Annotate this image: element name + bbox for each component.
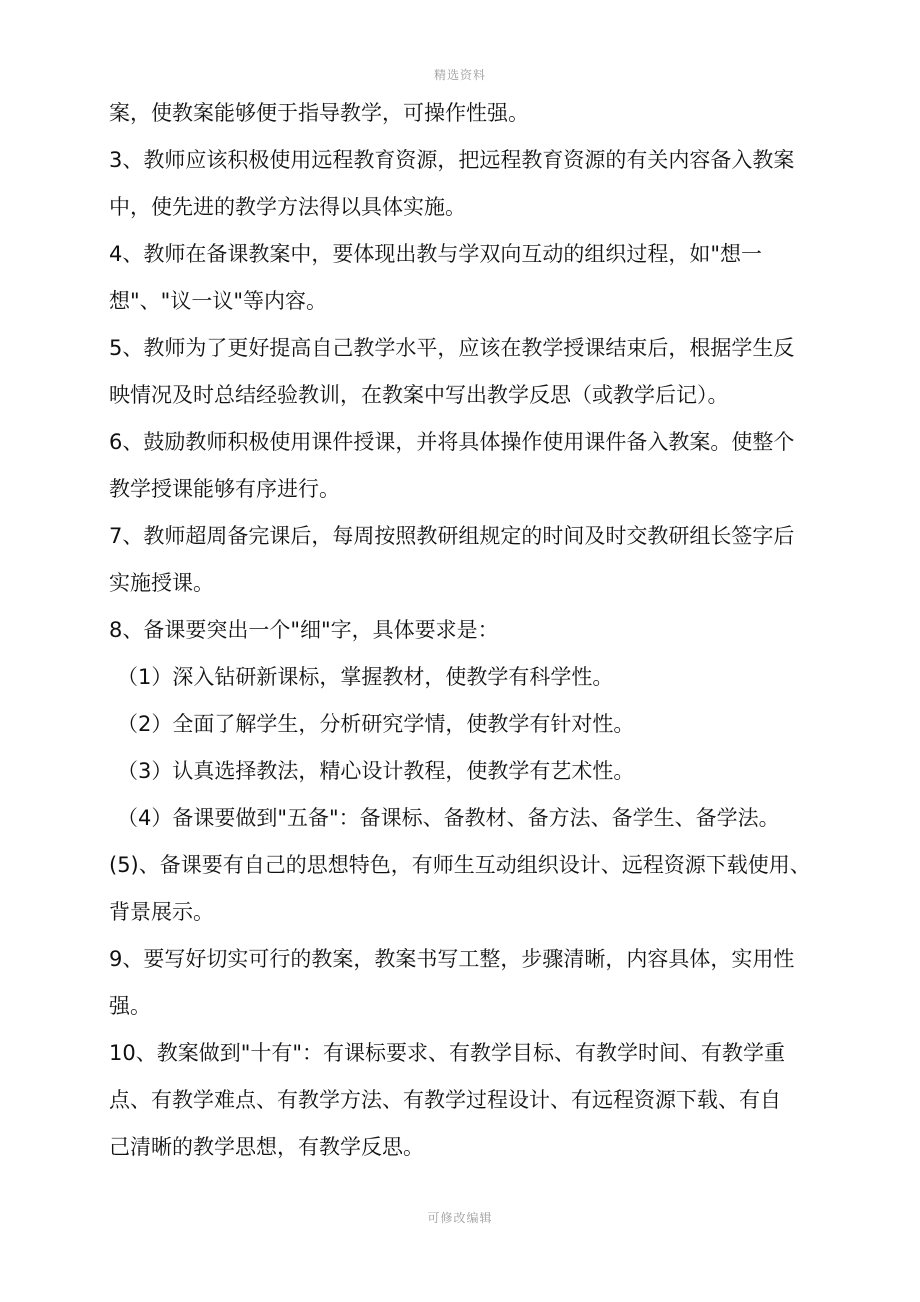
- text-line: （2）全面了解学生，分析研究学情，使教学有针对性。: [117, 712, 635, 736]
- text-line: 案，使教案能够便于指导教学，可操作性强。: [109, 101, 529, 125]
- text-line: (5)、备课要有自己的思想特色，有师生互动组织设计、远程资源下载使用、: [109, 853, 811, 877]
- text-line: 想"、"议一议"等内容。: [109, 289, 327, 313]
- text-line: 中，使先进的教学方法得以具体实施。: [109, 195, 466, 219]
- page-footer: 可修改编辑: [427, 1211, 493, 1225]
- text-line: 5、教师为了更好提高自己教学水平，应该在教学授课结束后，根据学生反: [109, 336, 795, 360]
- document-body: [109, 100, 821, 1181]
- text-line: 背景展示。: [109, 900, 214, 924]
- text-line: 映情况及时总结经验教训，在教案中写出教学反思（或教学后记）。: [109, 383, 729, 407]
- text-line: （4）备课要做到"五备"：备课标、备教材、备方法、备学生、备学法。: [117, 806, 780, 830]
- text-line: （1）深入钻研新课标，掌握教材，使教学有科学性。: [117, 665, 614, 689]
- text-line: 点、有教学难点、有教学方法、有教学过程设计、有远程资源下载、有自: [109, 1088, 781, 1112]
- text-line: 3、教师应该积极使用远程教育资源，把远程教育资源的有关内容备入教案: [109, 148, 795, 172]
- text-line: 实施授课。: [109, 571, 214, 595]
- text-line: 强。: [109, 994, 151, 1018]
- text-line: 7、教师超周备完课后，每周按照教研组规定的时间及时交教研组长签字后: [109, 524, 795, 548]
- page-header: 精选资料: [433, 68, 486, 82]
- text-line: 10、教案做到"十有"：有课标要求、有教学目标、有教学时间、有教学重: [109, 1041, 786, 1065]
- text-line: 8、备课要突出一个"细"字，具体要求是：: [109, 618, 499, 642]
- text-line: 6、鼓励教师积极使用课件授课，并将具体操作使用课件备入教案。使整个: [109, 430, 795, 454]
- text-line: 4、教师在备课教案中，要体现出教与学双向互动的组织过程，如"想一: [109, 242, 763, 266]
- text-line: （3）认真选择教法，精心设计教程，使教学有艺术性。: [117, 759, 635, 783]
- text-line: 己清晰的教学思想，有教学反思。: [109, 1135, 424, 1159]
- text-line: 9、要写好切实可行的教案，教案书写工整，步骤清晰，内容具体，实用性: [109, 947, 795, 971]
- text-line: 教学授课能够有序进行。: [109, 477, 340, 501]
